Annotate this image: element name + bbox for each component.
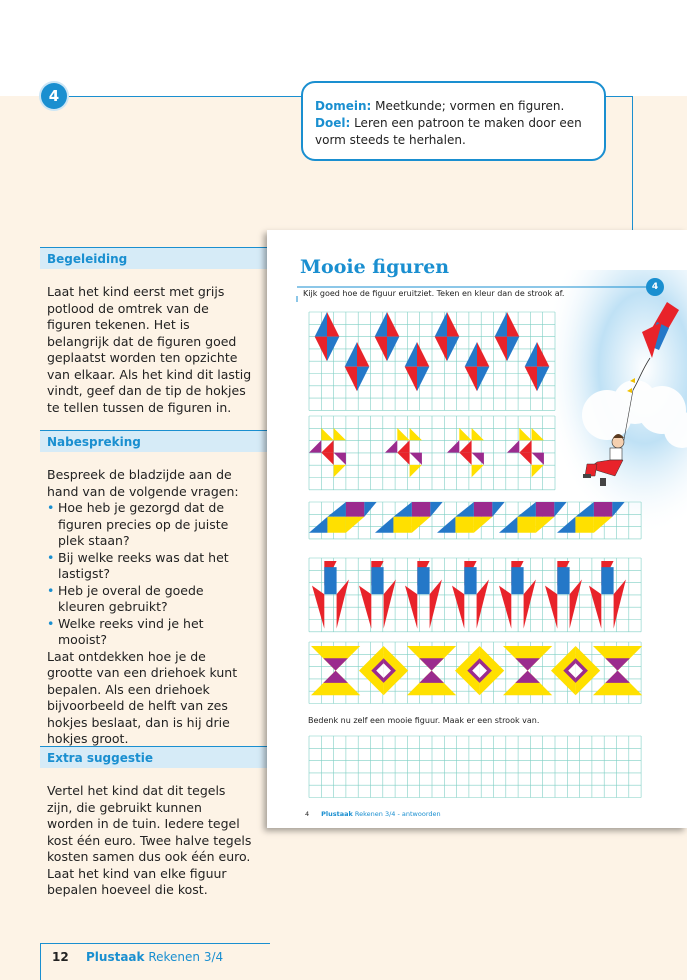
- domain-label: Domein:: [315, 99, 372, 113]
- tile-triangle: [321, 428, 333, 440]
- goal-label: Doel:: [315, 116, 351, 130]
- tile-square: [575, 517, 593, 533]
- tile-triangle: [397, 428, 409, 440]
- tile-triangle: [397, 440, 409, 452]
- question-item: • Heb je overal de goede kleuren gebruikt?: [47, 583, 252, 616]
- tile-square: [464, 567, 476, 594]
- section-text-extra: [47, 783, 252, 899]
- header-rule-right: [605, 96, 633, 97]
- tile-triangle: [459, 453, 471, 465]
- worksheet-preview: [267, 230, 687, 828]
- lesson-number-badge: 4: [41, 83, 67, 109]
- tile-triangle: [515, 671, 540, 683]
- tile-triangle: [334, 428, 346, 440]
- worksheet-badge: 4: [646, 278, 664, 296]
- section-text-nabespreking: [47, 467, 252, 748]
- tile-triangle: [474, 517, 492, 533]
- tile-triangle: [346, 517, 364, 533]
- tile-triangle: [472, 465, 484, 477]
- tile-triangle: [459, 428, 471, 440]
- tile-triangle: [410, 453, 422, 465]
- worksheet-footer-brand: Plustaak: [321, 810, 353, 818]
- tile-triangle: [437, 517, 455, 533]
- question-item: • Bij welke reeks was dat het lastigst?: [47, 550, 252, 583]
- worksheet-footer-number: 4: [305, 810, 310, 818]
- tile-square: [594, 502, 612, 517]
- section-heading-nabespreking: Nabespreking: [40, 430, 270, 452]
- tile-triangle: [334, 465, 346, 477]
- section-text-begeleiding: [47, 284, 252, 416]
- tile-square: [346, 502, 364, 517]
- tile-triangle: [327, 502, 345, 517]
- tile-triangle: [465, 367, 477, 392]
- tile-square: [393, 517, 411, 533]
- tile-triangle: [309, 517, 327, 533]
- tile-triangle: [465, 342, 477, 367]
- tile-triangle: [412, 517, 430, 533]
- worksheet-instruction-2: Bedenk nu zelf een mooie figuur. Maak er een strook van.: [308, 716, 540, 725]
- tile-triangle: [524, 579, 536, 628]
- section-heading-extra: Extra suggestie: [40, 746, 270, 768]
- worksheet-footer-text: Rekenen 3/4 - antwoorden: [352, 810, 441, 818]
- tile-triangle: [417, 342, 429, 367]
- tile-triangle: [605, 671, 630, 683]
- tile-triangle: [384, 579, 396, 628]
- begeleiding-paragraph: Laat het kind eerst met grijs potlood de omtrek van de figuren tekenen. Het is belangrijk dat de figuren goed geplaatst worden ten opzichte van elkaar. Als het kind dit lastig vindt, geef dan de tip de hokjes te tellen tussen de figuren in.: [47, 284, 252, 415]
- tile-grid: [309, 312, 555, 410]
- tile-triangle: [472, 428, 484, 440]
- footer-brand-name: Plustaak: [86, 950, 145, 964]
- footer-brand: [86, 950, 223, 964]
- tile-triangle: [430, 579, 442, 628]
- page-number: 12: [52, 950, 69, 964]
- tile-triangle: [515, 658, 540, 670]
- tile-triangle: [410, 428, 422, 440]
- worksheet-art: [267, 230, 687, 828]
- tile-triangle: [321, 453, 333, 465]
- tile-square: [474, 502, 492, 517]
- tile-triangle: [357, 367, 369, 392]
- worksheet-title: Mooie figuren: [300, 256, 450, 278]
- tile-triangle: [419, 658, 444, 670]
- tile-triangle: [397, 453, 409, 465]
- tile-grid: [309, 736, 641, 798]
- tile-triangle: [393, 502, 411, 517]
- footer-book: Rekenen 3/4: [144, 950, 224, 964]
- tile-triangle: [459, 440, 471, 452]
- tile-triangle: [375, 517, 393, 533]
- tile-square: [455, 517, 473, 533]
- tile-square: [511, 567, 523, 594]
- tile-triangle: [323, 671, 348, 683]
- extra-paragraph: Vertel het kind dat dit tegels zijn, die gebruikt kunnen worden in de tuin. Iedere tegel kost één euro. Twee halve tegels kosten samen dus ook één euro. Laat het kind van elke figuur bepalen hoeveel die kost.: [47, 783, 252, 897]
- tile-triangle: [334, 453, 346, 465]
- tile-triangle: [477, 367, 489, 392]
- tile-square: [371, 567, 383, 594]
- tile-triangle: [345, 342, 357, 367]
- tile-square: [517, 517, 535, 533]
- tile-triangle: [455, 502, 473, 517]
- right-vertical-rule: [632, 96, 633, 232]
- tile-triangle: [477, 579, 489, 628]
- tile-triangle: [357, 342, 369, 367]
- tile-triangle: [477, 342, 489, 367]
- tile-triangle: [507, 440, 519, 452]
- tile-square: [412, 502, 430, 517]
- tile-triangle: [345, 367, 357, 392]
- tile-square: [327, 517, 345, 533]
- tile-triangle: [419, 671, 444, 683]
- footer-rule: [40, 943, 270, 944]
- tile-triangle: [321, 440, 333, 452]
- tile-square: [417, 567, 429, 594]
- worksheet-footer: [305, 810, 441, 818]
- tile-square: [324, 567, 336, 594]
- worksheet-instruction: Kijk goed hoe de figuur eruitziet. Teken en kleur dan de strook af.: [303, 289, 565, 298]
- tile-triangle: [472, 453, 484, 465]
- header-rule: [66, 96, 302, 97]
- tile-triangle: [605, 658, 630, 670]
- tile-square: [536, 502, 554, 517]
- tile-square: [557, 567, 569, 594]
- nabespreking-intro: Bespreek de bladzijde aan de hand van de volgende vragen:: [47, 467, 239, 499]
- question-item: • Hoe heb je gezorgd dat de figuren precies op de juiste plek staan?: [47, 500, 252, 550]
- tile-triangle: [499, 517, 517, 533]
- nabespreking-outro: Laat ontdekken hoe je de grootte van een driehoek kunt bepalen. Als een driehoek bijvoorbeeld de helft van zes hokjes beslaat, dan is hij drie hokjes groot.: [47, 648, 238, 746]
- tile-triangle: [614, 579, 626, 628]
- tile-triangle: [570, 579, 582, 628]
- domain-text: Meetkunde; vormen en figuren.: [371, 99, 565, 113]
- tile-triangle: [405, 367, 417, 392]
- tile-square: [601, 567, 613, 594]
- section-heading-begeleiding: Begeleiding: [40, 247, 270, 269]
- tile-triangle: [447, 440, 459, 452]
- domain-goal-box: [301, 81, 606, 161]
- tile-triangle: [385, 440, 397, 452]
- goal-text: Leren een patroon te maken door een vorm steeds te herhalen.: [315, 116, 582, 147]
- question-item: • Welke reeks vind je het mooist?: [47, 616, 252, 649]
- tile-triangle: [410, 465, 422, 477]
- tile-triangle: [405, 342, 417, 367]
- tile-triangle: [309, 440, 321, 452]
- tile-triangle: [417, 367, 429, 392]
- tile-triangle: [323, 658, 348, 670]
- tile-triangle: [337, 579, 349, 628]
- footer-vertical-rule: [40, 943, 41, 980]
